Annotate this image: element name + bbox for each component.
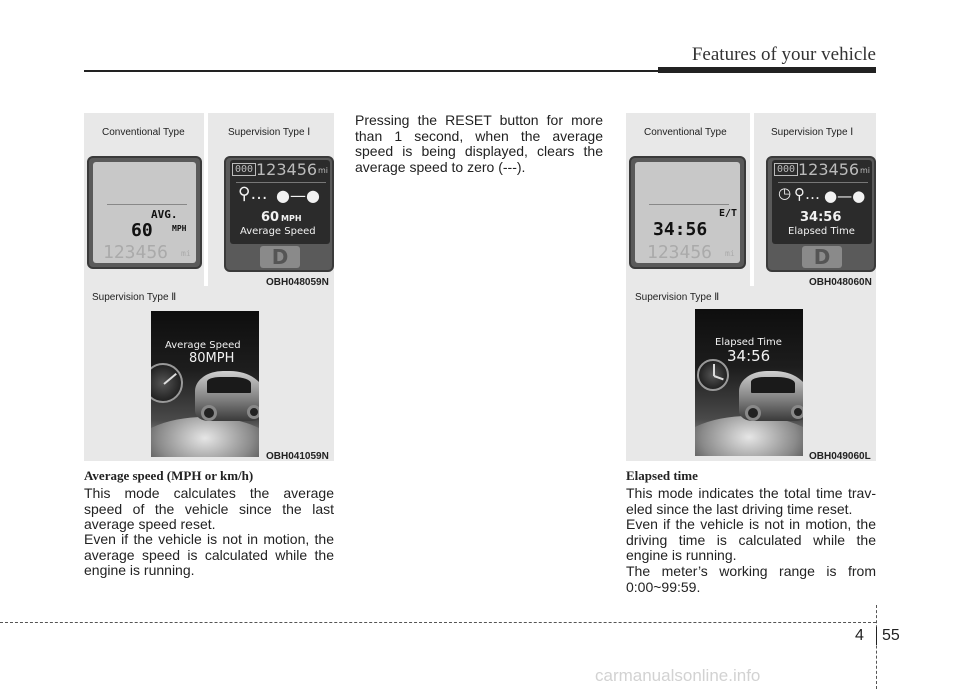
average-speed-paragraph-1: This mode calculates the average speed of the vehicle since the last average speed reset.	[84, 485, 334, 532]
sup1-odometer-unit: mi	[318, 166, 329, 175]
sup1-speed-unit: MPH	[281, 214, 302, 223]
header-rule	[84, 70, 658, 72]
elapsed-time-paragraph-1: This mode indicates the total time trav-eled since the last driving time reset.	[626, 485, 876, 517]
lcd-divider	[107, 204, 187, 205]
conv-odometer-unit: mi	[181, 249, 191, 258]
car-icon: ●—●	[824, 187, 866, 205]
supervision-1-lcd	[230, 160, 330, 244]
watermark: carmanualsonline.info	[595, 666, 761, 685]
elapsed-time-paragraph-3: The meter’s working range is from 0:00~99:59.	[626, 563, 876, 595]
caption-supervision-type-2: Supervision Type Ⅱ	[635, 292, 720, 303]
figure-code-top: OBH048059N	[266, 277, 329, 288]
odometer-trip-box: 000	[774, 163, 798, 176]
conv-mode-label: E/T	[719, 208, 738, 219]
figure-code-top: OBH048060N	[809, 277, 872, 288]
supervision-2-display	[695, 309, 803, 456]
clock-icon: ◷	[778, 184, 792, 202]
conventional-lcd	[93, 162, 196, 263]
chapter-number: 4	[855, 627, 864, 644]
car-icon: ●—●	[276, 186, 320, 205]
conventional-cluster	[87, 156, 202, 269]
sup2-speed-value: 80MPH	[189, 351, 235, 366]
lcd-divider	[649, 204, 729, 205]
sup2-mode-label: Elapsed Time	[715, 337, 782, 348]
sup2-mode-label: Average Speed	[165, 340, 241, 351]
sup1-odometer: 123456	[798, 160, 860, 179]
speedometer-icon	[151, 363, 183, 403]
conv-speed-unit: MPH	[172, 224, 187, 233]
caption-conventional-type: Conventional Type	[644, 127, 727, 138]
caption-supervision-type-1: Supervision Type Ⅰ	[771, 127, 854, 138]
section-heading-elapsed-time: Elapsed time	[626, 468, 698, 483]
supervision-1-cluster	[766, 156, 876, 272]
lcd-divider	[778, 182, 868, 183]
conventional-cluster	[629, 156, 746, 269]
sup1-mode-label: Average Speed	[240, 226, 316, 237]
lcd-divider	[236, 182, 326, 183]
supervision-2-display	[151, 311, 259, 457]
avg-symbol-icon: ⚲…	[794, 185, 820, 203]
avg-symbol-icon: ⚲…	[238, 184, 268, 204]
header-rule-thick	[658, 67, 876, 73]
reset-instruction-paragraph: Pressing the RESET button for more than 1 second, when the average speed is being displayed, clears the average speed to zero (---).	[355, 112, 603, 175]
sup2-time-value: 34:56	[727, 347, 771, 365]
figure-code-bottom: OBH049060L	[809, 451, 871, 462]
sup1-odometer-unit: mi	[860, 166, 871, 175]
road-graphic	[695, 416, 803, 456]
road-graphic	[151, 417, 259, 457]
supervision-1-cluster	[224, 156, 334, 272]
conv-odometer: 123456	[103, 242, 169, 263]
caption-supervision-type-2: Supervision Type Ⅱ	[92, 292, 177, 303]
footer-rule	[0, 622, 876, 623]
footer-vertical-rule	[876, 605, 877, 689]
elapsed-time-paragraph-2: Even if the vehicle is not in motion, the driving time is calculated while the engine is running.	[626, 516, 876, 563]
sup1-odometer: 123456	[256, 160, 318, 179]
sup1-speed-value: 60	[261, 210, 280, 225]
conv-odometer: 123456	[647, 242, 713, 263]
conventional-lcd	[635, 162, 740, 263]
page-number: 55	[882, 627, 900, 644]
page-number-separator	[876, 627, 877, 645]
conv-mode-label: AVG.	[151, 208, 178, 221]
odometer-trip-box: 000	[232, 163, 256, 176]
supervision-1-lcd	[772, 160, 872, 244]
conv-time-value: 34:56	[653, 219, 708, 240]
conv-odometer-unit: mi	[725, 249, 735, 258]
gear-indicator: D	[802, 246, 842, 268]
sup1-time-value: 34:56	[800, 210, 842, 225]
conv-speed-value: 60	[131, 220, 153, 241]
average-speed-paragraph-2: Even if the vehicle is not in motion, the average speed is calculated while the engine is running.	[84, 531, 334, 578]
page-header-title: Features of your vehicle	[691, 44, 876, 65]
caption-conventional-type: Conventional Type	[102, 127, 185, 138]
sup1-mode-label: Elapsed Time	[788, 226, 855, 237]
figure-code-bottom: OBH041059N	[266, 451, 329, 462]
clock-icon	[697, 359, 729, 391]
caption-supervision-type-1: Supervision Type Ⅰ	[228, 127, 311, 138]
gear-indicator: D	[260, 246, 300, 268]
section-heading-average-speed: Average speed (MPH or km/h)	[84, 468, 254, 483]
